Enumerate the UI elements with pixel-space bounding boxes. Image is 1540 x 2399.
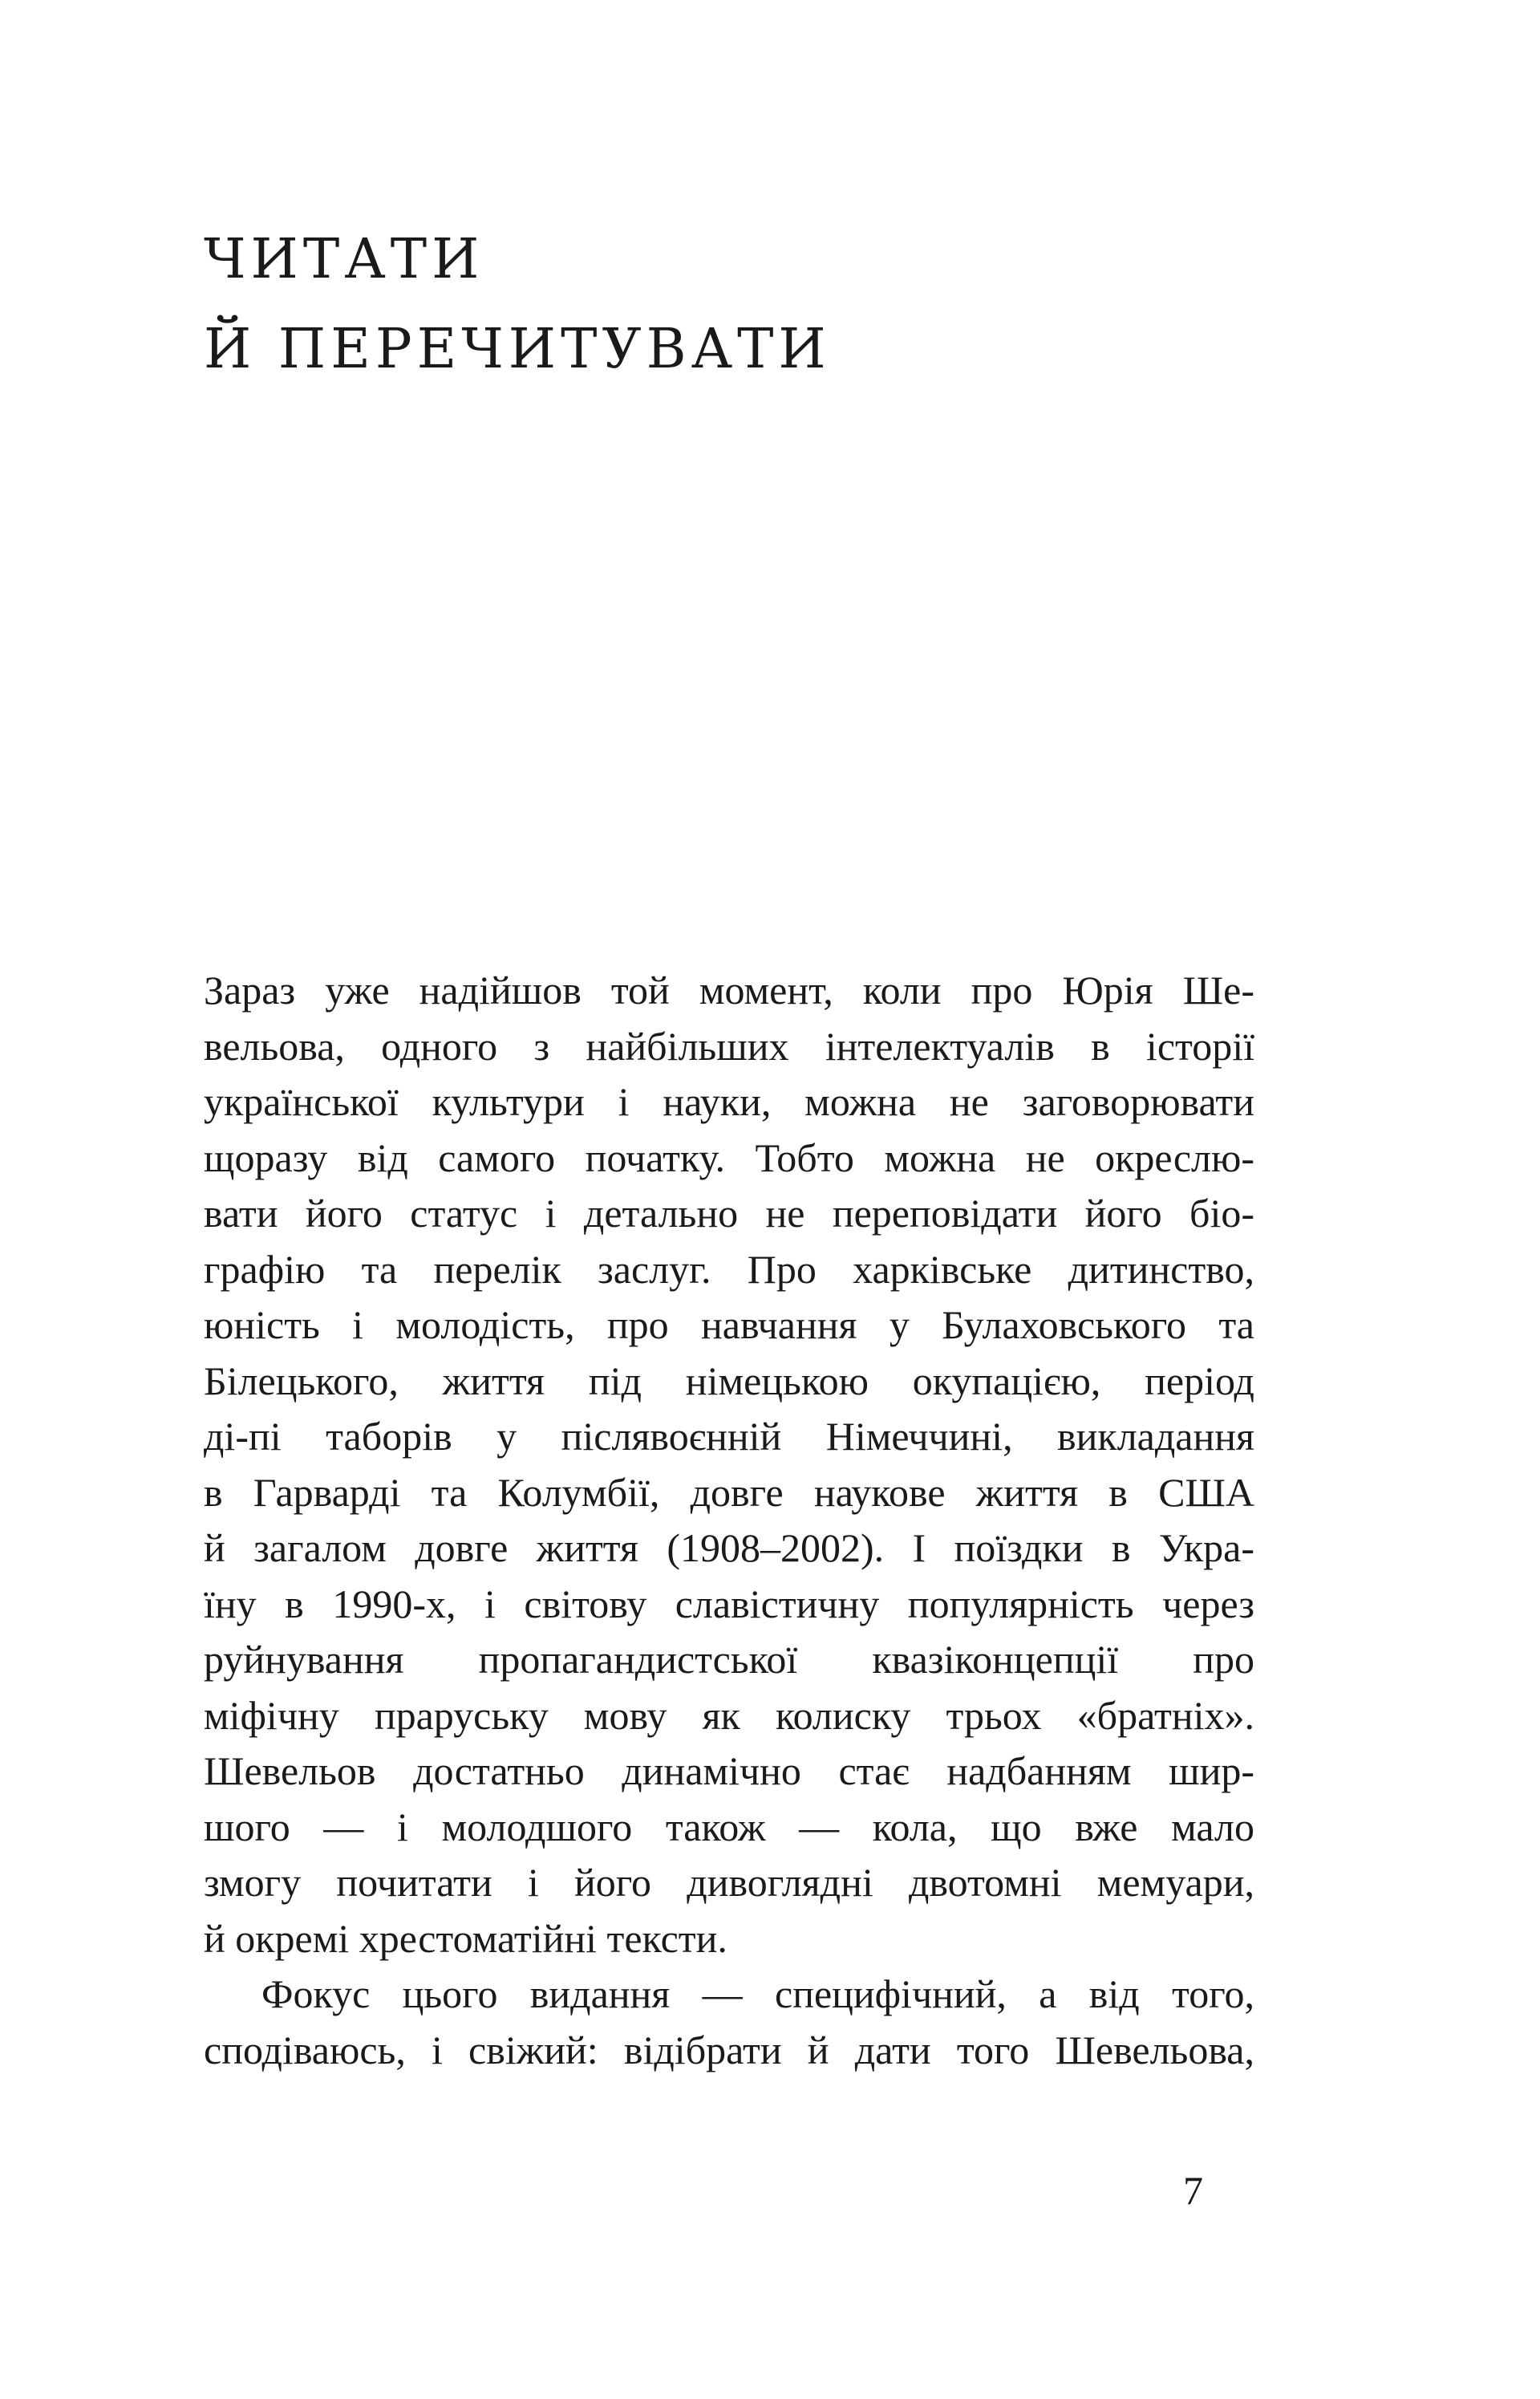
text-line: ді-пі таборів у післявоєнній Німеччині, викладання [204, 1414, 1254, 1459]
text-line: щоразу від самого початку. Тобто можна не окреслю- [204, 1135, 1254, 1180]
text-line: графію та перелік заслуг. Про харківське дитинство, [204, 1246, 1254, 1292]
text-line: Шевельов достатньо динамічно стає надбанням шир- [204, 1748, 1254, 1793]
page-number: 7 [1183, 2168, 1203, 2213]
paragraph-2 [204, 1967, 1254, 2078]
text-line: й загалом довге життя (1908–2002). І поїздки в Укра- [204, 1525, 1254, 1570]
text-line: в Гарварді та Колумбії, довге наукове життя в США [204, 1469, 1254, 1515]
chapter-title-line-2: Й ПЕРЕЧИТУВАТИ [204, 318, 831, 381]
text-line: міфічну праруську мову як колиску трьох «братніх». [204, 1692, 1254, 1738]
paragraph-1 [204, 963, 1254, 1967]
text-line: вати його статус і детально не переповідати його біо- [204, 1191, 1254, 1236]
text-line: сподіваюсь, і свіжий: відібрати й дати того Шевельова, [204, 2027, 1254, 2072]
text-line: шого — і молодшого також — кола, що вже мало [204, 1804, 1254, 1849]
text-line: їну в 1990-х, і світову славістичну популярність через [204, 1581, 1254, 1626]
chapter-title-line-1: ЧИТАТИ [204, 228, 484, 291]
text-line: Білецького, життя під німецькою окупацією, період [204, 1358, 1254, 1403]
text-line: й окремі хрестоматійні тексти. [204, 1915, 727, 1961]
text-line: змогу почитати і його дивоглядні двотомні мемуари, [204, 1860, 1254, 1905]
text-line: української культури і науки, можна не заговорювати [204, 1079, 1254, 1124]
text-line: руйнування пропагандистської квазіконцепції про [204, 1637, 1254, 1682]
text-line: юність і молодість, про навчання у Булаховського та [204, 1302, 1254, 1347]
text-line: Фокус цього видання — специфічний, а від того, [261, 1971, 1254, 2016]
body-text [204, 963, 1254, 2078]
chapter-title [204, 215, 1407, 395]
text-line: вельова, одного з найбільших інтелектуалів в історії [204, 1023, 1254, 1069]
text-line: Зараз уже надійшов той момент, коли про Юрія Ше- [204, 968, 1254, 1013]
